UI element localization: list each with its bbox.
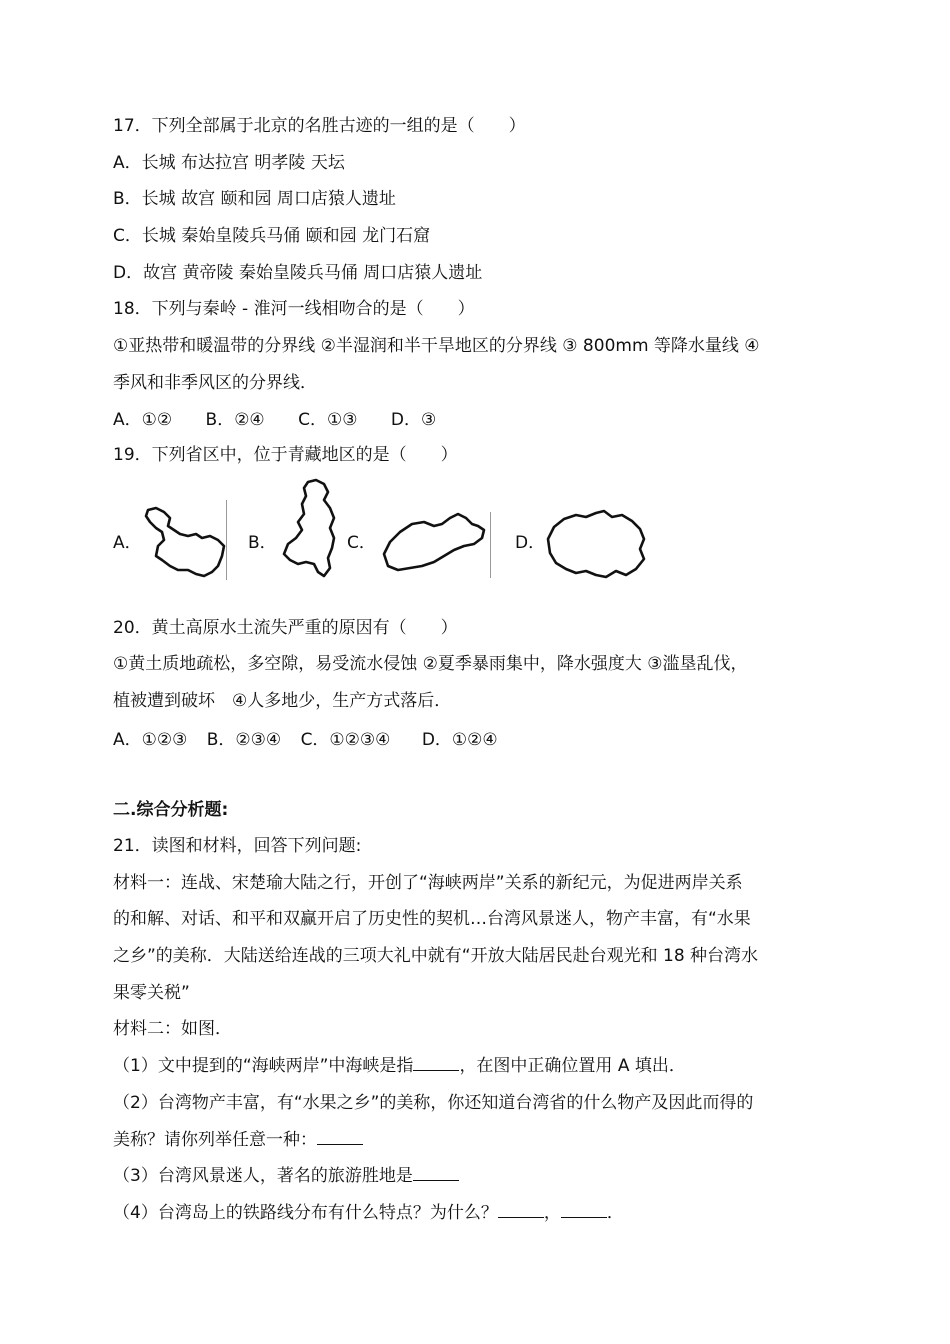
q21-part3-text: （3）台湾风景迷人，著名的旅游胜地是 [113,1166,413,1186]
q21-material1-line3: 之乡”的美称．大陆送给连战的三项大礼中就有“开放大陆居民赴台观光和 18 种台湾水 [113,946,759,966]
q17-option-b: B．长城 故宫 颐和园 周口店猿人遗址 [113,189,396,209]
answer-blank[interactable] [413,1164,459,1181]
province-outline-a [140,500,226,582]
province-outline-d [540,505,652,581]
q21-part4-period: ． [606,1203,624,1223]
q21-part2-line1: （2）台湾物产丰富，有“水果之乡”的美称，你还知道台湾省的什么物产及因此而得的 [113,1093,754,1113]
answer-blank[interactable] [498,1201,544,1218]
divider-line-a [226,500,227,580]
q17-option-d: D．故宫 黄帝陵 秦始皇陵兵马俑 周口店猿人遗址 [113,263,483,283]
q20-option-a: A．①②③ [113,730,188,750]
province-outline-b [278,478,346,582]
q20-options [113,728,498,752]
q21-material1-line4: 果零关税” [113,983,190,1003]
q20-body-line2: 植被遭到破坏 ④人多地少，生产方式落后． [113,691,452,711]
province-outline-c [378,510,490,574]
divider-line-c [490,512,491,578]
q19-label-d: D． [515,533,546,553]
q21-part2-text: 美称？请你列举任意一种： [113,1130,317,1150]
q18-body-line1: ①亚热带和暖温带的分界线 ②半湿润和半干旱地区的分界线 ③ 800mm 等降水量线 ④ [113,336,760,356]
q21-part4 [113,1201,624,1225]
q18-option-a: A．①② [113,410,173,430]
q17-option-c: C．长城 秦始皇陵兵马俑 颐和园 龙门石窟 [113,226,431,246]
q17-stem: 17．下列全部属于北京的名胜古迹的一组的是（ ） [113,116,526,136]
q19-label-b: B． [248,533,277,553]
q21-part1-text-a: （1）文中提到的“海峡两岸”中海峡是指 [113,1056,414,1076]
q20-option-d: D．①②④ [421,730,498,750]
q21-material1-line2: 的和解、对话、和平和双赢开启了历史性的契机…台湾风景迷人，物产丰富，有“水果 [113,909,751,929]
q20-option-b: B．②③④ [206,730,282,750]
q18-body-line2: 季风和非季风区的分界线． [113,373,317,393]
q20-body-line1: ①黄土质地疏松，多空隙，易受流水侵蚀 ②夏季暴雨集中，降水强度大 ③滥垦乱伐， [113,654,748,674]
q19-label-a: A． [113,533,142,553]
q17-option-a: A．长城 布达拉宫 明孝陵 天坛 [113,153,345,173]
q21-stem: 21．读图和材料，回答下列问题: [113,836,362,856]
q20-option-c: C．①②③④ [300,730,391,750]
q18-option-d: D．③ [390,410,437,430]
answer-blank[interactable] [317,1128,363,1145]
q21-part4-text: （4）台湾岛上的铁路线分布有什么特点？为什么？ [113,1203,498,1223]
q18-options [113,408,464,432]
q21-part2-line2 [113,1128,363,1152]
answer-blank[interactable] [561,1201,607,1218]
q21-part1-text-b: ，在图中正确位置用 A 填出． [459,1056,686,1076]
q21-part3 [113,1164,459,1188]
q19-stem: 19．下列省区中，位于青藏地区的是（ ） [113,445,458,465]
q21-material1-line1: 材料一：连战、宋楚瑜大陆之行，开创了“海峡两岸”关系的新纪元，为促进两岸关系 [113,873,743,893]
q20-stem: 20．黄土高原水土流失严重的原因有（ ） [113,618,458,638]
q21-part4-comma: ， [543,1203,561,1223]
section-heading: 二.综合分析题: [113,800,229,820]
q19-label-c: C． [347,533,376,553]
q18-option-c: C．①③ [298,410,358,430]
answer-blank[interactable] [413,1054,459,1071]
q18-stem: 18．下列与秦岭 - 淮河一线相吻合的是（ ） [113,299,475,319]
q21-material2: 材料二：如图． [113,1019,232,1039]
q21-part1 [113,1054,686,1078]
q18-option-b: B．②④ [205,410,265,430]
